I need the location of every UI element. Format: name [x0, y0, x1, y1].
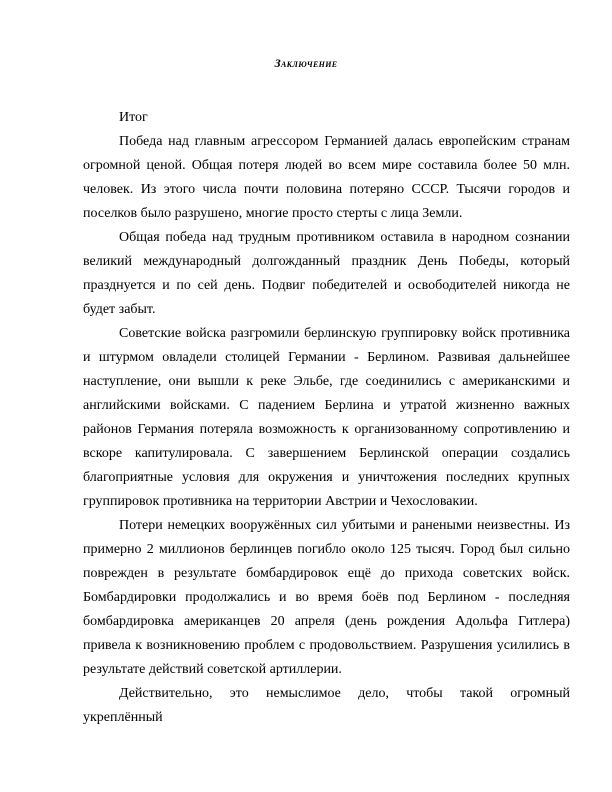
page-title: Заключение — [274, 56, 338, 70]
paragraph-5: Действительно, это немыслимое дело, чтобы такой огромный укреплённый — [83, 686, 570, 725]
paragraph-3: Советские войска разгромили берлинскую группировку войск противника и штурмом овладели столицей Германии - Берлином. Развивая дальнейшее наступление, они вышли к реке Эльбе, где соединились с американскими и английскими войсками. С падением Берлина и утратой жизненно важных районов Германия потеряла возможность к организованному сопротивлению и вскоре капитулировала. С завершением Берлинской операции создались благоприятные условия для окружения и уничтожения последних крупных группировок противника на территории Австрии и Чехословакии. — [83, 326, 570, 509]
paragraph-1: Победа над главным агрессором Германией далась европейским странам огромной ценой. Общая потеря людей во всем мире составила более 50 млн. человек. Из этого числа почти половина потеряно СССР. Тысячи городов и поселков было разрушено, многие просто стерты с лица Земли. — [83, 134, 570, 221]
section-subheading: Итог — [119, 110, 148, 125]
paragraph-2: Общая победа над трудным противником оставила в народном сознании великий международный долгожданный праздник День Победы, который празднуется и по сей день. Подвиг победителей и освободителей никогда не будет забыт. — [83, 230, 570, 317]
document-body — [83, 106, 570, 730]
paragraph-4: Потери немецких вооружённых сил убитыми и ранеными неизвестны. Из примерно 2 миллионов берлинцев погибло около 125 тысяч. Город был сильно поврежден в результате бомбардировок ещё до прихода советских войск. Бомбардировки продолжались и во время боёв под Берлином - последняя бомбардировка американцев 20 апреля (день рождения Адольфа Гитлера) привела к возникновению проблем с продовольствием. Разрушения усилились в результате действий советской артиллерии. — [83, 518, 570, 677]
